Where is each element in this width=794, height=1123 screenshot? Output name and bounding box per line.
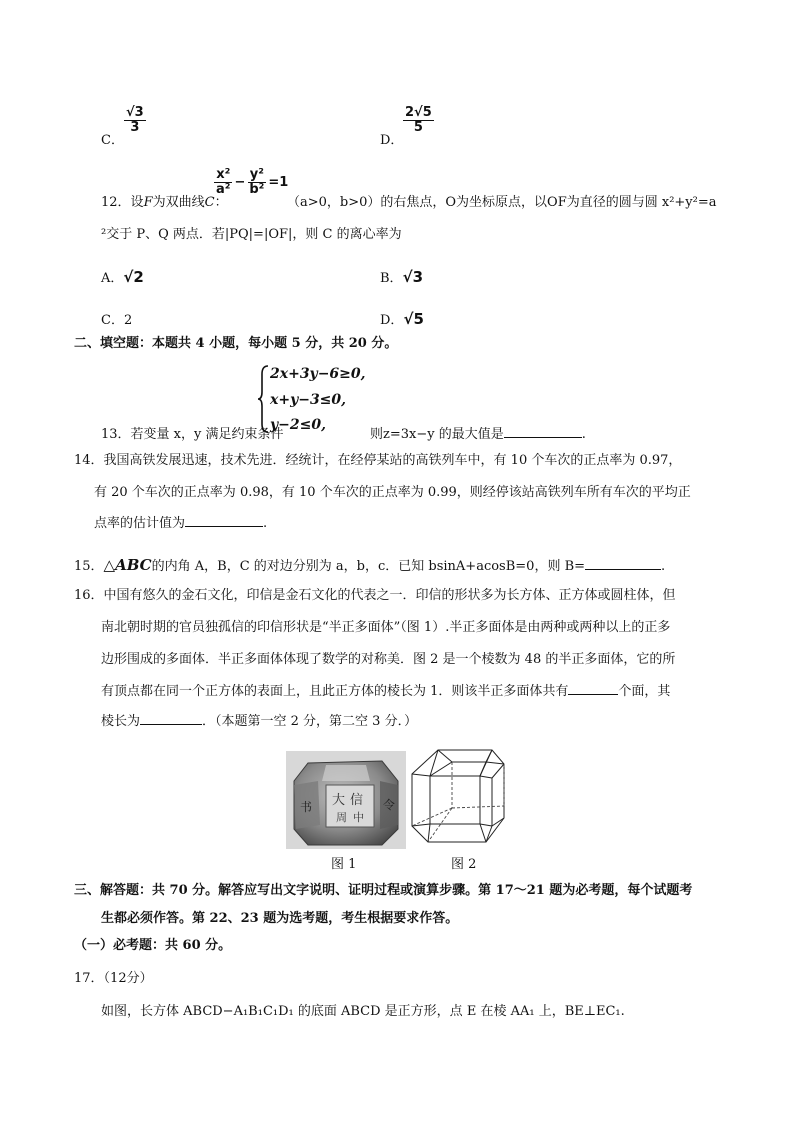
q12-option-a	[101, 268, 144, 288]
q14-line2: 有 20 个车次的正点率为 0.98，有 10 个车次的正点率为 0.99，则经停该站高铁列车所有车次的平均正	[94, 485, 691, 500]
q14-number: 14．	[74, 453, 104, 468]
q11-option-c	[101, 132, 124, 150]
figure-2-polyhedron-diagram	[408, 746, 508, 852]
q14-answer-blank[interactable]	[185, 526, 263, 527]
q16-line4-tail: 个面，其	[618, 684, 671, 699]
q15-end: .	[661, 559, 666, 574]
q12-hyperbola-equation	[214, 168, 288, 197]
q11-option-c-label: C．	[101, 133, 124, 148]
q14-line1-text: 我国高铁发展迅速，技术先进．经统计，在经停某站的高铁列车中，有 10 个车次的正点率为 0.97，	[103, 453, 682, 468]
q11-option-d	[380, 132, 403, 150]
q12-eq-y2: y²	[249, 167, 264, 182]
q13-end: .	[581, 427, 586, 442]
q11-option-d-fraction	[403, 106, 434, 135]
q12-text2: 为双曲线	[152, 195, 205, 210]
q12-f: F	[143, 195, 153, 210]
q13-constraint-3: y−2≤0,	[270, 417, 326, 433]
figure-1-caption: 图 1	[331, 857, 357, 872]
q14-line1	[74, 452, 681, 470]
q16-blank-1[interactable]	[568, 694, 618, 695]
q11-option-c-fraction	[124, 106, 146, 135]
q15-text: 的内角 A，B，C 的对边分别为 a，b，c．已知 bsinA+acosB=0，则 B=	[151, 559, 586, 574]
section2-title: 二、填空题：本题共 4 小题，每小题 5 分，共 20 分。	[74, 336, 398, 351]
q16-line2: 南北朝时期的官员独孤信的印信形状是“半正多面体”（图 1）.半正多面体是由两种或两种以上的正多	[101, 620, 671, 635]
q16-line1-text: 中国有悠久的金石文化，印信是金石文化的代表之一．印信的形状多为长方体、正方体或圆柱体，但	[103, 588, 676, 603]
q12-c: C	[204, 195, 215, 210]
q15-answer-blank[interactable]	[585, 569, 661, 570]
seal-char-4: 令	[383, 798, 396, 812]
q12-option-d-label: D．	[380, 313, 404, 328]
q11-option-d-numerator: 2√5	[405, 105, 432, 120]
q13-line	[101, 426, 284, 444]
q12-option-c-value: 2	[123, 313, 133, 328]
q13-answer-blank[interactable]	[504, 437, 582, 438]
q12-option-b	[380, 268, 423, 288]
section3-line1: 三、解答题：共 70 分。解答应写出文字说明、证明过程或演算步骤。第 17～21 题为必考题，每个试题考	[74, 883, 693, 898]
section3-line2: 生都必须作答。第 22、23 题为选考题，考生根据要求作答。	[101, 911, 459, 926]
q13-tail	[370, 426, 586, 444]
q12-option-d-value: √5	[403, 310, 424, 328]
q12-option-b-label: B．	[380, 271, 403, 286]
q14-end: .	[263, 516, 268, 531]
q17-text: 如图，长方体 ABCD−A₁B₁C₁D₁ 的底面 ABCD 是正方形，点 E 在棱 AA₁ 上，BE⊥EC₁.	[101, 1004, 625, 1019]
q12-text1: 设	[130, 195, 144, 210]
q14-line3-text: 点率的估计值为	[94, 516, 186, 531]
q16-line4-text: 有顶点都在同一个正方体的表面上，且此正方体的棱长为 1．则该半正多面体共有	[101, 684, 569, 699]
q12-line1-start	[101, 194, 228, 212]
q12-eq-minus: −	[234, 175, 246, 190]
q17-number: 17．（12分）	[74, 971, 153, 986]
q12-number: 12．	[101, 195, 131, 210]
q16-line5	[101, 713, 417, 731]
q13-constraint-1: 2x+3y−6≥0,	[270, 366, 366, 382]
q16-line4	[101, 683, 670, 701]
q13-brace	[258, 364, 270, 434]
q11-option-d-label: D．	[380, 133, 404, 148]
seal-char-3: 书	[300, 800, 313, 814]
q12-eq-a2: a²	[216, 182, 231, 197]
q12-option-d	[380, 310, 424, 330]
q14-line3	[94, 515, 267, 533]
q16-line5-tail: ．（本题第一空 2 分，第二空 3 分．）	[202, 714, 418, 729]
q13-constraint-2: x+y−3≤0,	[270, 392, 347, 408]
figure-2-caption: 图 2	[451, 857, 477, 872]
q12-eq-b2: b²	[249, 182, 265, 197]
q16-blank-2[interactable]	[140, 724, 202, 725]
q12-eq-x2: x²	[216, 167, 231, 182]
q13-number: 13．	[101, 427, 131, 442]
q11-option-d-denominator: 5	[413, 120, 423, 135]
q12-option-c	[101, 312, 132, 330]
q11-option-c-denominator: 3	[130, 120, 140, 135]
q15-triangle: △ABC	[103, 556, 152, 574]
q15-line	[74, 556, 665, 576]
q16-number: 16．	[74, 588, 104, 603]
q15-number: 15．	[74, 559, 104, 574]
q12-condition: （a>0，b>0）的右焦点，O为坐标原点，以OF为直径的圆与圆 x²+y²=a	[287, 195, 717, 210]
seal-char-1: 大	[332, 793, 346, 808]
q16-line3: 边形围成的多面体．半正多面体体现了数学的对称美．图 2 是一个棱数为 48 的半正多面体，它的所	[101, 652, 676, 667]
q12-option-c-label: C．	[101, 313, 124, 328]
q12-eq-one: =1	[268, 175, 289, 190]
seal-char-6: 中	[353, 811, 364, 824]
q12-option-a-value: √2	[123, 268, 144, 286]
seal-char-5: 周	[336, 811, 347, 824]
q12-line2: ²交于 P、Q 两点．若|PQ|=|OF|，则 C 的离心率为	[101, 227, 402, 242]
q16-line5-text: 棱长为	[101, 714, 141, 729]
q16-line1	[74, 587, 676, 605]
q11-option-c-numerator: √3	[126, 105, 144, 120]
figure-1-seal-photo	[286, 751, 406, 849]
q12-option-b-value: √3	[402, 268, 424, 286]
q12-colon: ：	[214, 195, 228, 210]
q13-tail-text: 则z=3x−y 的最大值是	[370, 427, 504, 442]
part1-title: （一）必考题：共 60 分。	[74, 938, 232, 953]
seal-char-2: 信	[350, 793, 364, 808]
q13-text: 若变量 x，y 满足约束条件	[130, 427, 284, 442]
q12-option-a-label: A．	[101, 271, 124, 286]
